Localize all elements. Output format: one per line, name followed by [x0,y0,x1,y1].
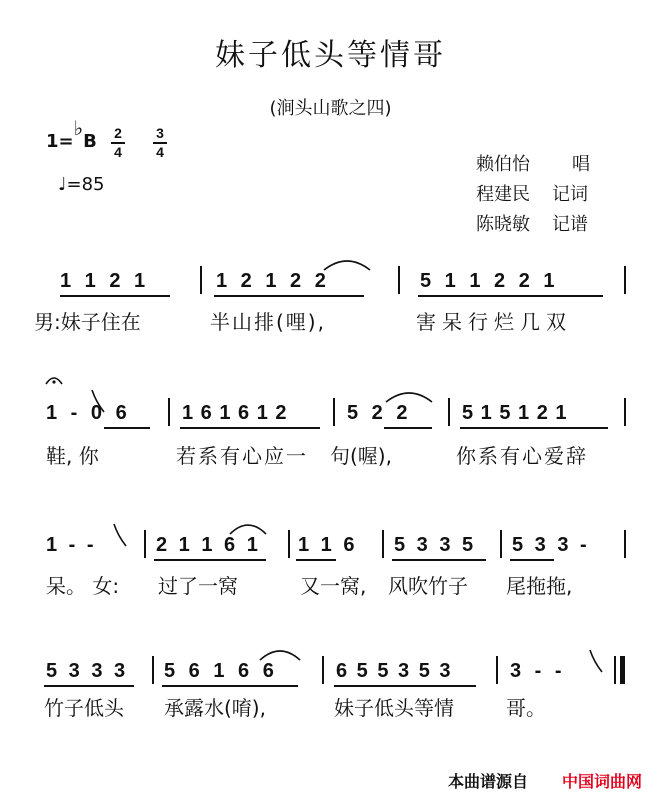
tie-arc [322,256,372,272]
lyric-text: 害呆行烂几双 [416,310,572,334]
lyric-text: 妹子低头等情 [334,696,454,720]
bar-line [624,530,626,558]
measure-notes: 5 2 2 [347,402,408,424]
source-label: 本曲谱源自 [448,772,529,791]
bar-line [448,398,450,426]
beam-line [60,295,170,297]
beam-line [392,559,486,561]
lyric-text: 呆。 女: [46,574,120,598]
beam-line [418,295,603,297]
beam-line [104,427,150,429]
time-signature-2-4: 2 4 [110,126,126,160]
beam-line [180,427,320,429]
tempo-marking: ♩=85 [58,174,105,195]
time-signature-3-4: 3 4 [152,126,168,160]
lyric-text: 过了一窝 [158,574,238,598]
bar-line [288,530,290,558]
lyric-text: 鞋, 你 [46,444,99,468]
measure-notes: 1 1 6 [298,534,355,556]
measure-notes: 1 6 1 6 1 2 [182,402,287,424]
bar-line [168,398,170,426]
page-title: 妹子低头等情哥 [215,38,446,73]
lyric-text: 句(喔), [330,444,392,468]
bar-line [398,266,400,294]
lyric-text: 尾拖拖, [506,574,573,598]
beam-line [296,559,336,561]
bar-line [200,266,202,294]
measure-notes: 1 2 1 2 2 [216,270,326,292]
subtitle: (涧头山歌之四) [269,98,392,119]
measure-notes: 3 - - [510,660,562,682]
beam-line [334,685,476,687]
lyric-text: 若系有心应一 [176,444,308,468]
lyric-text: 半山排(哩), [210,310,326,334]
lyric-text: 男:妹子住在 [34,310,141,334]
bar-line [624,266,626,294]
source-site-link[interactable]: 中国词曲网 [562,772,643,791]
beam-line [510,559,554,561]
measure-notes: 1 - 0 6 [46,402,127,424]
tie-arc [228,520,268,536]
lyric-text: 哥。 [506,696,546,720]
tie-arc [384,388,434,404]
beam-line [44,685,134,687]
final-bar-thick [620,656,625,684]
breath-mark [588,648,604,674]
tie-arc [258,646,302,662]
lyric-text: 你系有心爱辞 [456,444,588,468]
beam-line [214,295,364,297]
beam-line [154,559,266,561]
bar-line [322,656,324,684]
measure-notes: 2 1 1 6 1 [156,534,258,556]
credit-lyrics: 程建民 记词 [476,184,588,205]
bar-line [500,530,502,558]
measure-notes: 1 - - [46,534,94,556]
bar-line [624,398,626,426]
credit-singer: 赖伯怡 唱 [476,154,590,175]
key-signature: 1=♭B [46,116,97,152]
credit-score: 陈晓敏 记谱 [476,214,588,235]
measure-notes: 5 1 1 2 2 1 [420,270,555,292]
fermata-icon [44,372,64,386]
measure-notes: 5 3 3 - [512,534,587,556]
measure-notes: 5 3 3 5 [394,534,474,556]
beam-line [162,685,298,687]
bar-line [382,530,384,558]
bar-line [496,656,498,684]
measure-notes: 5 3 3 3 [46,660,126,682]
breath-mark [112,522,128,548]
beam-line [384,427,432,429]
measure-notes: 5 1 5 1 2 1 [462,402,567,424]
lyric-text: 风吹竹子 [388,574,468,598]
measure-notes: 6 5 5 3 5 3 [336,660,451,682]
final-bar-thin [614,656,616,684]
lyric-text: 竹子低头 [44,696,124,720]
bar-line [144,530,146,558]
bar-line [333,398,335,426]
measure-notes: 5 6 1 6 6 [164,660,274,682]
lyric-text: 承露水(唷), [164,696,266,720]
bar-line [152,656,154,684]
quarter-note-icon: ♩ [58,174,67,195]
lyric-text: 又一窝, [300,574,367,598]
measure-notes: 1 1 2 1 [60,270,146,292]
beam-line [460,427,608,429]
